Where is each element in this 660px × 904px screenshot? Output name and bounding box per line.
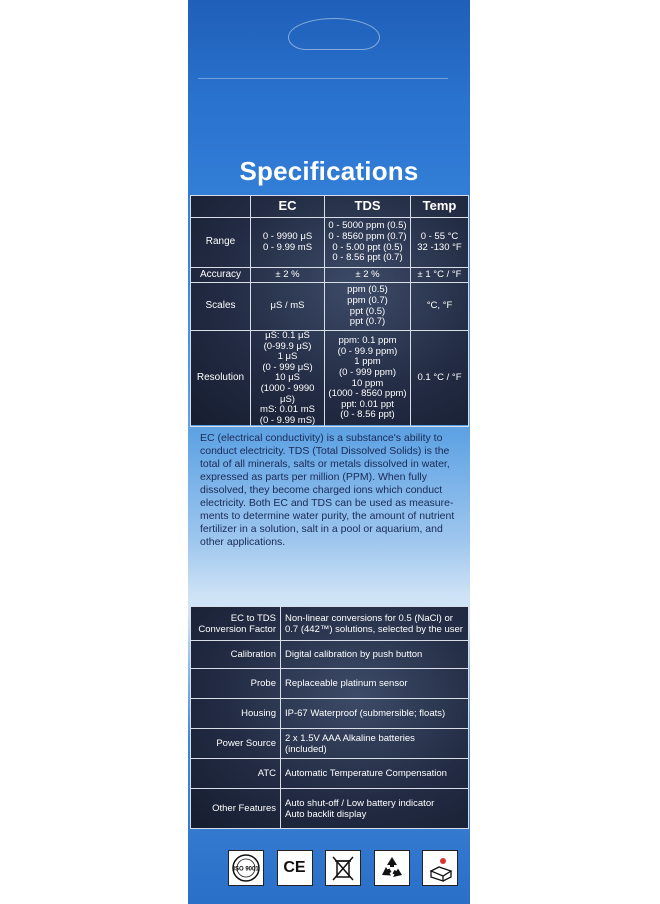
- cell-line: 1 ppm: [354, 356, 381, 368]
- description-line: EC (electrical conductivity) is a substance's ability to: [200, 432, 443, 444]
- spec-table: [190, 195, 469, 427]
- cell-line: 1 μS: [277, 351, 298, 363]
- feature-label: ATC: [191, 759, 281, 789]
- cell-line: 0 - 9.99 mS: [262, 241, 313, 253]
- iso-9001-seal-icon: [228, 850, 264, 886]
- value-line: 0.7 (442™) solutions, selected by the user: [285, 623, 463, 635]
- spec-row-accuracy: [191, 268, 469, 283]
- description-line: electricity. Both EC and TDS can be used as measure-: [200, 497, 454, 509]
- spec-row-range: [191, 218, 469, 268]
- cell-line: (0 - 9.99 mS): [259, 414, 316, 426]
- cell-line: 0 - 8560 ppm (0.7): [328, 230, 407, 242]
- description-line: fertilizer in a solution, salt in a pool or aquarium, and: [200, 523, 443, 535]
- cell-line: (0 - 999 ppm): [338, 367, 397, 379]
- feature-value: [281, 789, 469, 829]
- bin-graphic: [328, 853, 358, 883]
- cell-line: ppm (0.5): [347, 284, 388, 296]
- spec-label-scales: Scales: [191, 283, 251, 331]
- feature-label: Probe: [191, 669, 281, 699]
- spec-cell-range-temp: [411, 218, 469, 268]
- ce-text: CE: [283, 859, 306, 876]
- value-line: (included): [285, 743, 327, 755]
- feature-label: Housing: [191, 699, 281, 729]
- cell-line: (0 - 99.9 ppm): [337, 345, 398, 357]
- description-line: conduct electricity. TDS (Total Dissolved Solids) is the: [200, 445, 450, 457]
- feature-value: [281, 729, 469, 759]
- cell-line: (0 - 999 μS): [262, 361, 313, 373]
- feature-row-housing: [191, 699, 469, 729]
- cell-line: 32 -130 °F: [417, 241, 462, 253]
- feature-value: IP-67 Waterproof (submersible; floats): [281, 699, 469, 729]
- label-line: Conversion Factor: [198, 623, 276, 635]
- spec-label-range: Range: [191, 218, 251, 268]
- spec-header-temp: Temp: [411, 196, 469, 218]
- feature-value: Replaceable platinum sensor: [281, 669, 469, 699]
- value-line: Non-linear conversions for 0.5 (NaCl) or: [285, 612, 453, 624]
- crossed-out-bin-icon: [325, 850, 361, 886]
- spec-cell-scales-tds: [325, 283, 411, 331]
- handle-with-care-icon: [422, 850, 458, 886]
- description-line: expressed as parts per million (PPM). When fully: [200, 471, 427, 483]
- feature-row-calibration: [191, 641, 469, 669]
- cell-line: ppm (0.7): [347, 294, 388, 306]
- cell-line: μS: 0.1 μS: [265, 330, 310, 341]
- cell-line: mS: 0.01 mS: [260, 404, 315, 416]
- recycle-graphic: [377, 853, 407, 883]
- cell-line: (1000 - 8560 ppm): [328, 388, 407, 400]
- spec-cell-range-ec: [251, 218, 325, 268]
- spec-label-accuracy: Accuracy: [191, 268, 251, 283]
- feature-value: Digital calibration by push button: [281, 641, 469, 669]
- cell-line: 0 - 8.56 ppt (0.7): [332, 252, 403, 264]
- spec-cell-resolution-tds: [325, 331, 411, 427]
- cell-line: (0-99.9 μS): [263, 340, 312, 352]
- feature-value: Automatic Temperature Compensation: [281, 759, 469, 789]
- spec-row-scales: [191, 283, 469, 331]
- description-line: dissolved, they become charged ions which conduct: [200, 484, 443, 496]
- spec-cell-scales-temp: °C, °F: [411, 283, 469, 331]
- cell-line: 0 - 9990 μS: [262, 230, 313, 242]
- label-line: EC to TDS: [230, 612, 276, 624]
- cell-line: ppt (0.5): [349, 305, 386, 317]
- spec-cell-accuracy-ec: ± 2 %: [251, 268, 325, 283]
- features-table: [190, 606, 469, 829]
- hang-hole: [288, 18, 380, 50]
- spec-label-resolution: Resolution: [191, 331, 251, 427]
- spec-cell-resolution-ec: [251, 331, 325, 427]
- iso-seal-graphic: [231, 853, 261, 883]
- description-line: other applications.: [200, 536, 286, 548]
- cell-line: 0 - 5000 ppm (0.5): [328, 220, 407, 232]
- description-paragraph: [200, 432, 462, 549]
- feature-row-other: [191, 789, 469, 829]
- description-line: ments to determine water purity, the amount of nutrient: [200, 510, 455, 522]
- feature-row-atc: [191, 759, 469, 789]
- cell-line: 0 - 5.00 ppt (0.5): [332, 241, 403, 253]
- ce-mark-icon: [277, 850, 313, 886]
- value-line: 2 x 1.5V AAA Alkaline batteries: [285, 732, 415, 744]
- cell-line: ppm: 0.1 ppm: [338, 335, 397, 347]
- spec-cell-accuracy-tds: ± 2 %: [325, 268, 411, 283]
- recycle-icon: [374, 850, 410, 886]
- spec-header-row: [191, 196, 469, 218]
- spec-header-ec: EC: [251, 196, 325, 218]
- cell-line: 0 - 55 °C: [420, 230, 459, 242]
- value-line: Auto backlit display: [285, 808, 367, 820]
- spec-header-tds: TDS: [325, 196, 411, 218]
- spec-row-resolution: [191, 331, 469, 427]
- page-title: Specifications: [239, 156, 419, 186]
- description-line: total of all minerals, salts or metals dissolved in water,: [200, 458, 450, 470]
- feature-row-probe: [191, 669, 469, 699]
- fragile-graphic: [425, 853, 455, 883]
- iso-text: ISO 9001: [233, 866, 259, 873]
- feature-value: [281, 607, 469, 641]
- spec-cell-resolution-temp: 0.1 °C / °F: [411, 331, 469, 427]
- cell-line: ppt (0.7): [349, 316, 386, 328]
- cell-line: ppt: 0.01 ppt: [341, 398, 394, 410]
- spec-cell-scales-ec: μS / mS: [251, 283, 325, 331]
- cell-line: 10 ppm: [351, 377, 384, 389]
- feature-label: [191, 607, 281, 641]
- feature-label: Power Source: [191, 729, 281, 759]
- value-line: Auto shut-off / Low battery indicator: [285, 797, 435, 809]
- spec-cell-accuracy-temp: ± 1 °C / °F: [411, 268, 469, 283]
- feature-row-conversion: [191, 607, 469, 641]
- cell-line: (0 - 8.56 ppt): [340, 409, 395, 421]
- feature-row-power: [191, 729, 469, 759]
- cell-line: (1000 - 9990 μS): [260, 382, 315, 405]
- feature-label: Other Features: [191, 789, 281, 829]
- spec-header-blank: [191, 196, 251, 218]
- certification-logos: [228, 850, 458, 890]
- cell-line: 10 μS: [274, 372, 301, 384]
- spec-cell-range-tds: [325, 218, 411, 268]
- feature-label: Calibration: [191, 641, 281, 669]
